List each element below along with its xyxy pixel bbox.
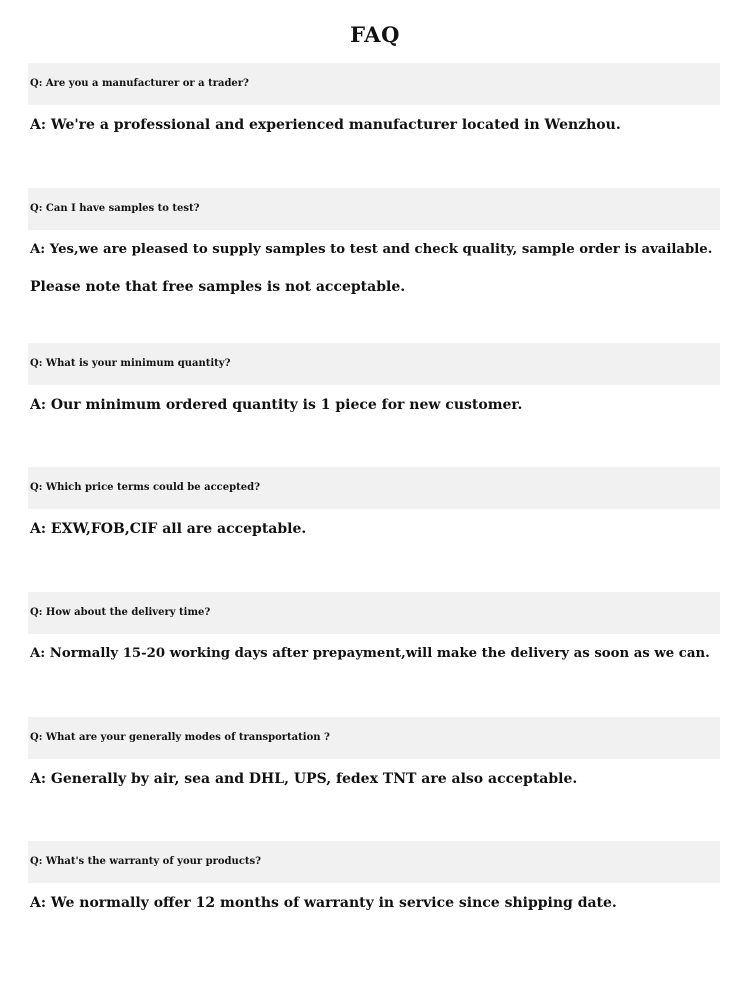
faq-question: Q: Which price terms could be accepted? xyxy=(28,467,720,509)
faq-item xyxy=(28,343,720,422)
faq-answer-line: A: We're a professional and experienced manufacturer located in Wenzhou. xyxy=(30,117,621,133)
faq-answer xyxy=(28,385,720,422)
faq-item xyxy=(28,717,720,796)
faq-item xyxy=(28,592,720,671)
faq-question: Q: What are your generally modes of transportation ? xyxy=(28,717,720,759)
faq-answer xyxy=(28,759,720,796)
faq-answer xyxy=(28,230,720,304)
faq-answer xyxy=(28,105,720,142)
faq-answer-line: A: Yes,we are pleased to supply samples to test and check quality, sample order is available. xyxy=(30,242,713,257)
faq-item xyxy=(28,188,720,304)
faq-answer-line: A: Our minimum ordered quantity is 1 piece for new customer. xyxy=(30,397,523,413)
faq-question: Q: What is your minimum quantity? xyxy=(28,343,720,385)
faq-question: Q: What's the warranty of your products? xyxy=(28,841,720,883)
faq-item xyxy=(28,63,720,142)
faq-answer-line: Please note that free samples is not acceptable. xyxy=(30,279,406,295)
faq-answer xyxy=(28,509,720,546)
faq-answer-line: A: EXW,FOB,CIF all are acceptable. xyxy=(30,521,307,537)
faq-answer-line: A: Generally by air, sea and DHL, UPS, fedex TNT are also acceptable. xyxy=(30,771,578,787)
faq-item xyxy=(28,467,720,546)
faq-item xyxy=(28,841,720,920)
faq-question: Q: Are you a manufacturer or a trader? xyxy=(28,63,720,105)
faq-answer-line: A: Normally 15-20 working days after prepayment,will make the delivery as soon as we can. xyxy=(30,646,710,661)
faq-question: Q: Can I have samples to test? xyxy=(28,188,720,230)
faq-answer-line: A: We normally offer 12 months of warranty in service since shipping date. xyxy=(30,895,617,911)
faq-question: Q: How about the delivery time? xyxy=(28,592,720,634)
faq-answer xyxy=(28,634,720,671)
faq-answer xyxy=(28,883,720,920)
page-title: FAQ xyxy=(350,22,400,47)
